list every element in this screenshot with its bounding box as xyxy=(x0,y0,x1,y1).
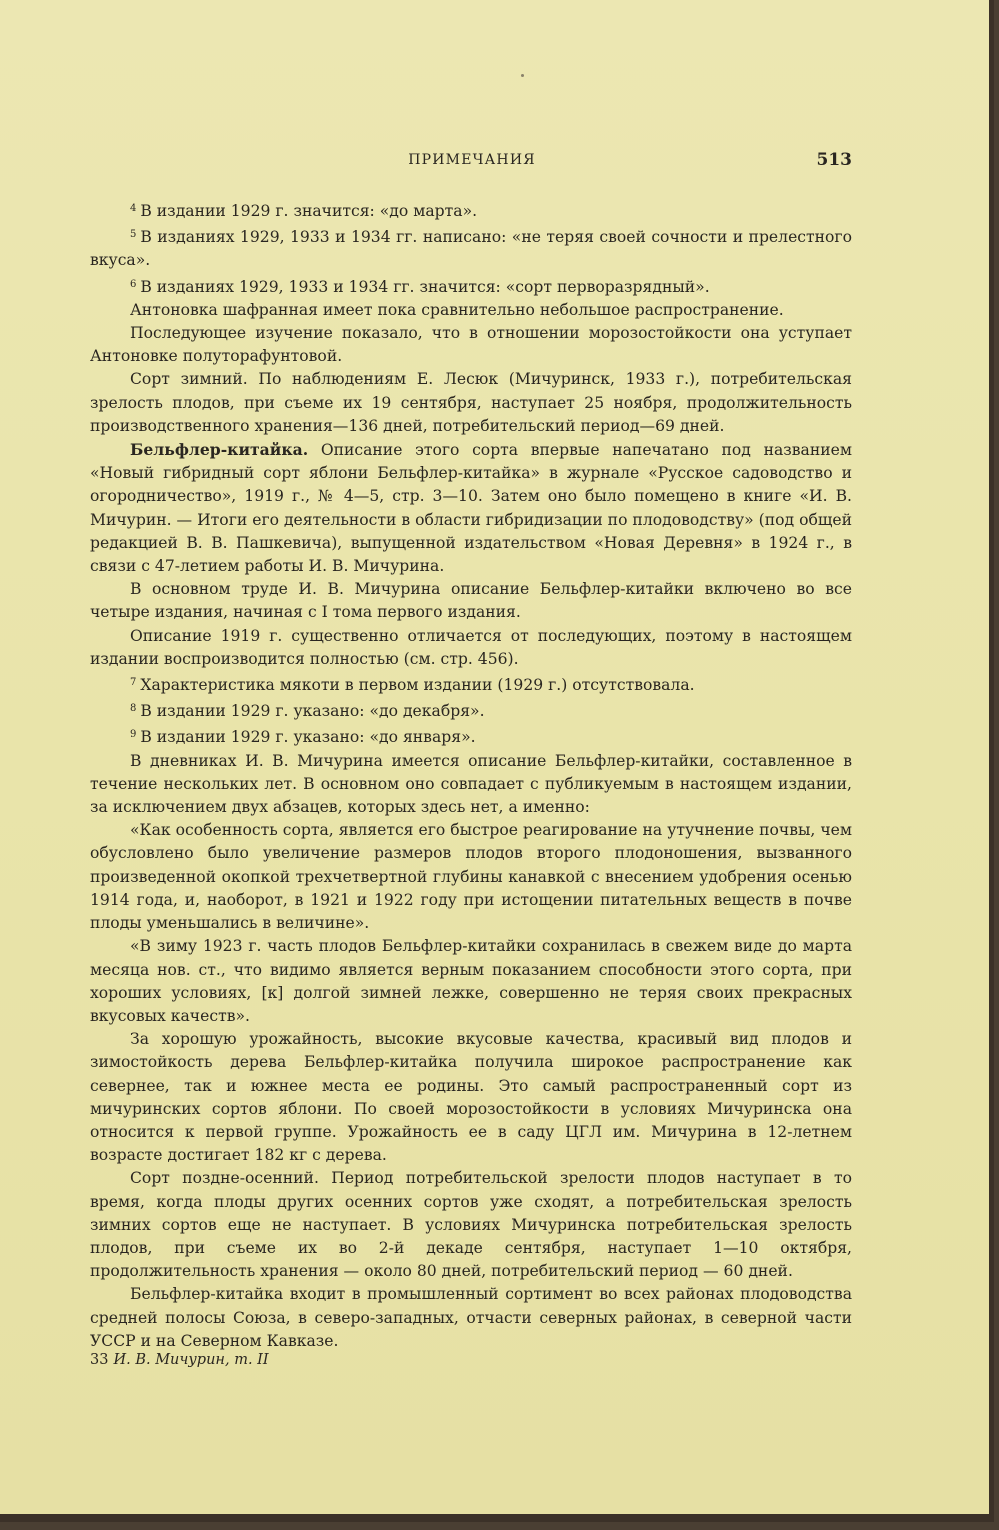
paragraph-text: «В зиму 1923 г. часть плодов Бельфлер-китайки сохранилась в свежем виде до марта месяца нов. ст., что видимо является верным показанием способности этого сорта, при хороших условиях, [к] долгой зимней лежке, совершенно не теряя своих прекрасных вкусовых качеств». xyxy=(90,937,852,1025)
paragraph-text: В издании 1929 г. указано: «до января». xyxy=(140,728,476,747)
note-paragraph xyxy=(90,750,852,820)
paper-speck xyxy=(521,74,524,77)
footnote-marker: 7 xyxy=(130,677,137,689)
paragraph-text: Бельфлер-китайка входит в промышленный сортимент во всех районах плодоводства средней полосы Союза, в северо-западных, отчасти северных районах, в северной части УССР и на Северном Кавказе. xyxy=(90,1285,852,1350)
paragraph-text: В издании 1929 г. указано: «до декабря». xyxy=(140,702,485,721)
footnote-paragraph xyxy=(90,723,852,749)
paragraph-text: В дневниках И. В. Мичурина имеется описание Бельфлер-китайки, составленное в течение нескольких лет. В основном оно совпадает с публикуемым в настоящем издании, за исключением двух абзацев, которых здесь нет, а именно: xyxy=(90,751,852,817)
paragraph-text: В издании 1929 г. значится: «до марта». xyxy=(140,202,478,220)
paragraph-text: Сорт поздне-осенний. Период потребительской зрелости плодов наступает в то время, когда плоды других осенних сортов уже сходят, а потребительская зрелость зимних сортов еще не наступает. В условиях Мичуринска потребительская зрелость плодов, при съеме их во 2-й декаде сентября, наступает 1—10 октября, продолжительность хранения — около 80 дней, потребительский период — 60 дней. xyxy=(90,1169,852,1281)
footnote-paragraph xyxy=(90,223,852,272)
footnote-marker: 4 xyxy=(130,203,137,214)
note-paragraph xyxy=(90,578,852,624)
footnote-marker: 5 xyxy=(130,229,137,241)
note-paragraph xyxy=(90,1028,852,1167)
paragraph-text: Последующее изучение показало, что в отношении морозостойкости она уступает Антоновке полуторафунтовой. xyxy=(90,324,852,366)
note-paragraph xyxy=(90,322,852,368)
sheet-number: 33 xyxy=(90,1352,109,1368)
paragraph-text: В основном труде И. В. Мичурина описание Бельфлер-китайки включено во все четыре издания, начиная с I тома первого издания. xyxy=(90,580,852,622)
paragraph-text: За хорошую урожайность, высокие вкусовые качества, красивый вид плодов и зимостойкость дерева Бельфлер-китайка получила широкое распространение как севернее, так и южнее места ее родины. Это самый распространенный сорт из мичуринских сортов яблони. По своей морозостойкости в условиях Мичуринска она относится к первой группе. Урожайность ее в саду ЦГЛ им. Мичурина в 12-летнем возрасте достигает 182 кг с дерева. xyxy=(90,1030,852,1165)
footnote-marker: 6 xyxy=(130,278,137,290)
note-paragraph xyxy=(90,819,852,935)
note-paragraph xyxy=(90,935,852,1028)
paragraph-text: В изданиях 1929, 1933 и 1934 гг. значится: «сорт перворазрядный». xyxy=(140,277,710,296)
footnote-paragraph xyxy=(90,273,852,299)
paragraph-text: Описание этого сорта впервые напечатано под названием «Новый гибридный сорт яблони Бельфлер-китайка» в журнале «Русское садоводство и огородничество», 1919 г., № 4—5, стр. 3—10. Затем оно было помещено в книге «И. В. Мичурин. — Итоги его деятельности в области гибридизации по плодоводству» (под общей редакцией В. В. Пашкевича), выпущенной издательством «Новая Деревня» в 1924 г., в связи с 47-летием работы И. В. Мичурина. xyxy=(90,441,852,576)
note-paragraph xyxy=(90,1283,852,1353)
page-number: 513 xyxy=(816,150,852,170)
running-head: ПРИМЕЧАНИЯ xyxy=(408,152,536,168)
footnote-marker: 9 xyxy=(130,729,137,741)
note-paragraph xyxy=(90,438,852,578)
signature-text: И. В. Мичурин, т. II xyxy=(113,1352,269,1368)
note-paragraph xyxy=(90,625,852,671)
note-paragraph xyxy=(90,368,852,438)
variety-name: Бельфлер-китайка. xyxy=(130,440,309,460)
page-header xyxy=(92,152,852,178)
paragraph-text: «Как особенность сорта, является его быстрое реагирование на утучнение почвы, чем обусловлено было увеличение размеров плодов второго плодоношения, вызванного произведенной окопкой трехчетвертной глубины канавкой с внесением удобрения осенью 1914 года, и, наоборот, в 1921 и 1922 году при истощении питательных веществ в почве плоды уменьшались в величине». xyxy=(90,821,852,933)
paragraph-text: Характеристика мякоти в первом издании (1929 г.) отсутствовала. xyxy=(140,676,695,695)
paragraph-text: В изданиях 1929, 1933 и 1934 гг. написано: «не теряя своей сочности и прелестного вкуса». xyxy=(90,228,852,270)
note-paragraph xyxy=(90,299,852,322)
signature-line xyxy=(90,1352,269,1368)
footnote-marker: 8 xyxy=(130,703,137,715)
footnote-paragraph xyxy=(90,197,852,223)
notes-body xyxy=(90,197,852,1353)
footnote-paragraph xyxy=(90,697,852,723)
paragraph-text: Сорт зимний. По наблюдениям Е. Лесюк (Мичуринск, 1933 г.), потребительская зрелость плодов, при съеме их 19 сентября, наступает 25 ноября, продолжительность производственного хранения—136 дней, потребительский период—69 дней. xyxy=(90,370,852,435)
footnote-paragraph xyxy=(90,671,852,697)
paragraph-text: Антоновка шафранная имеет пока сравнительно небольшое распространение. xyxy=(130,300,784,319)
note-paragraph xyxy=(90,1167,852,1283)
paragraph-text: Описание 1919 г. существенно отличается от последующих, поэтому в настоящем издании воспроизводится полностью (см. стр. 456). xyxy=(90,626,852,668)
